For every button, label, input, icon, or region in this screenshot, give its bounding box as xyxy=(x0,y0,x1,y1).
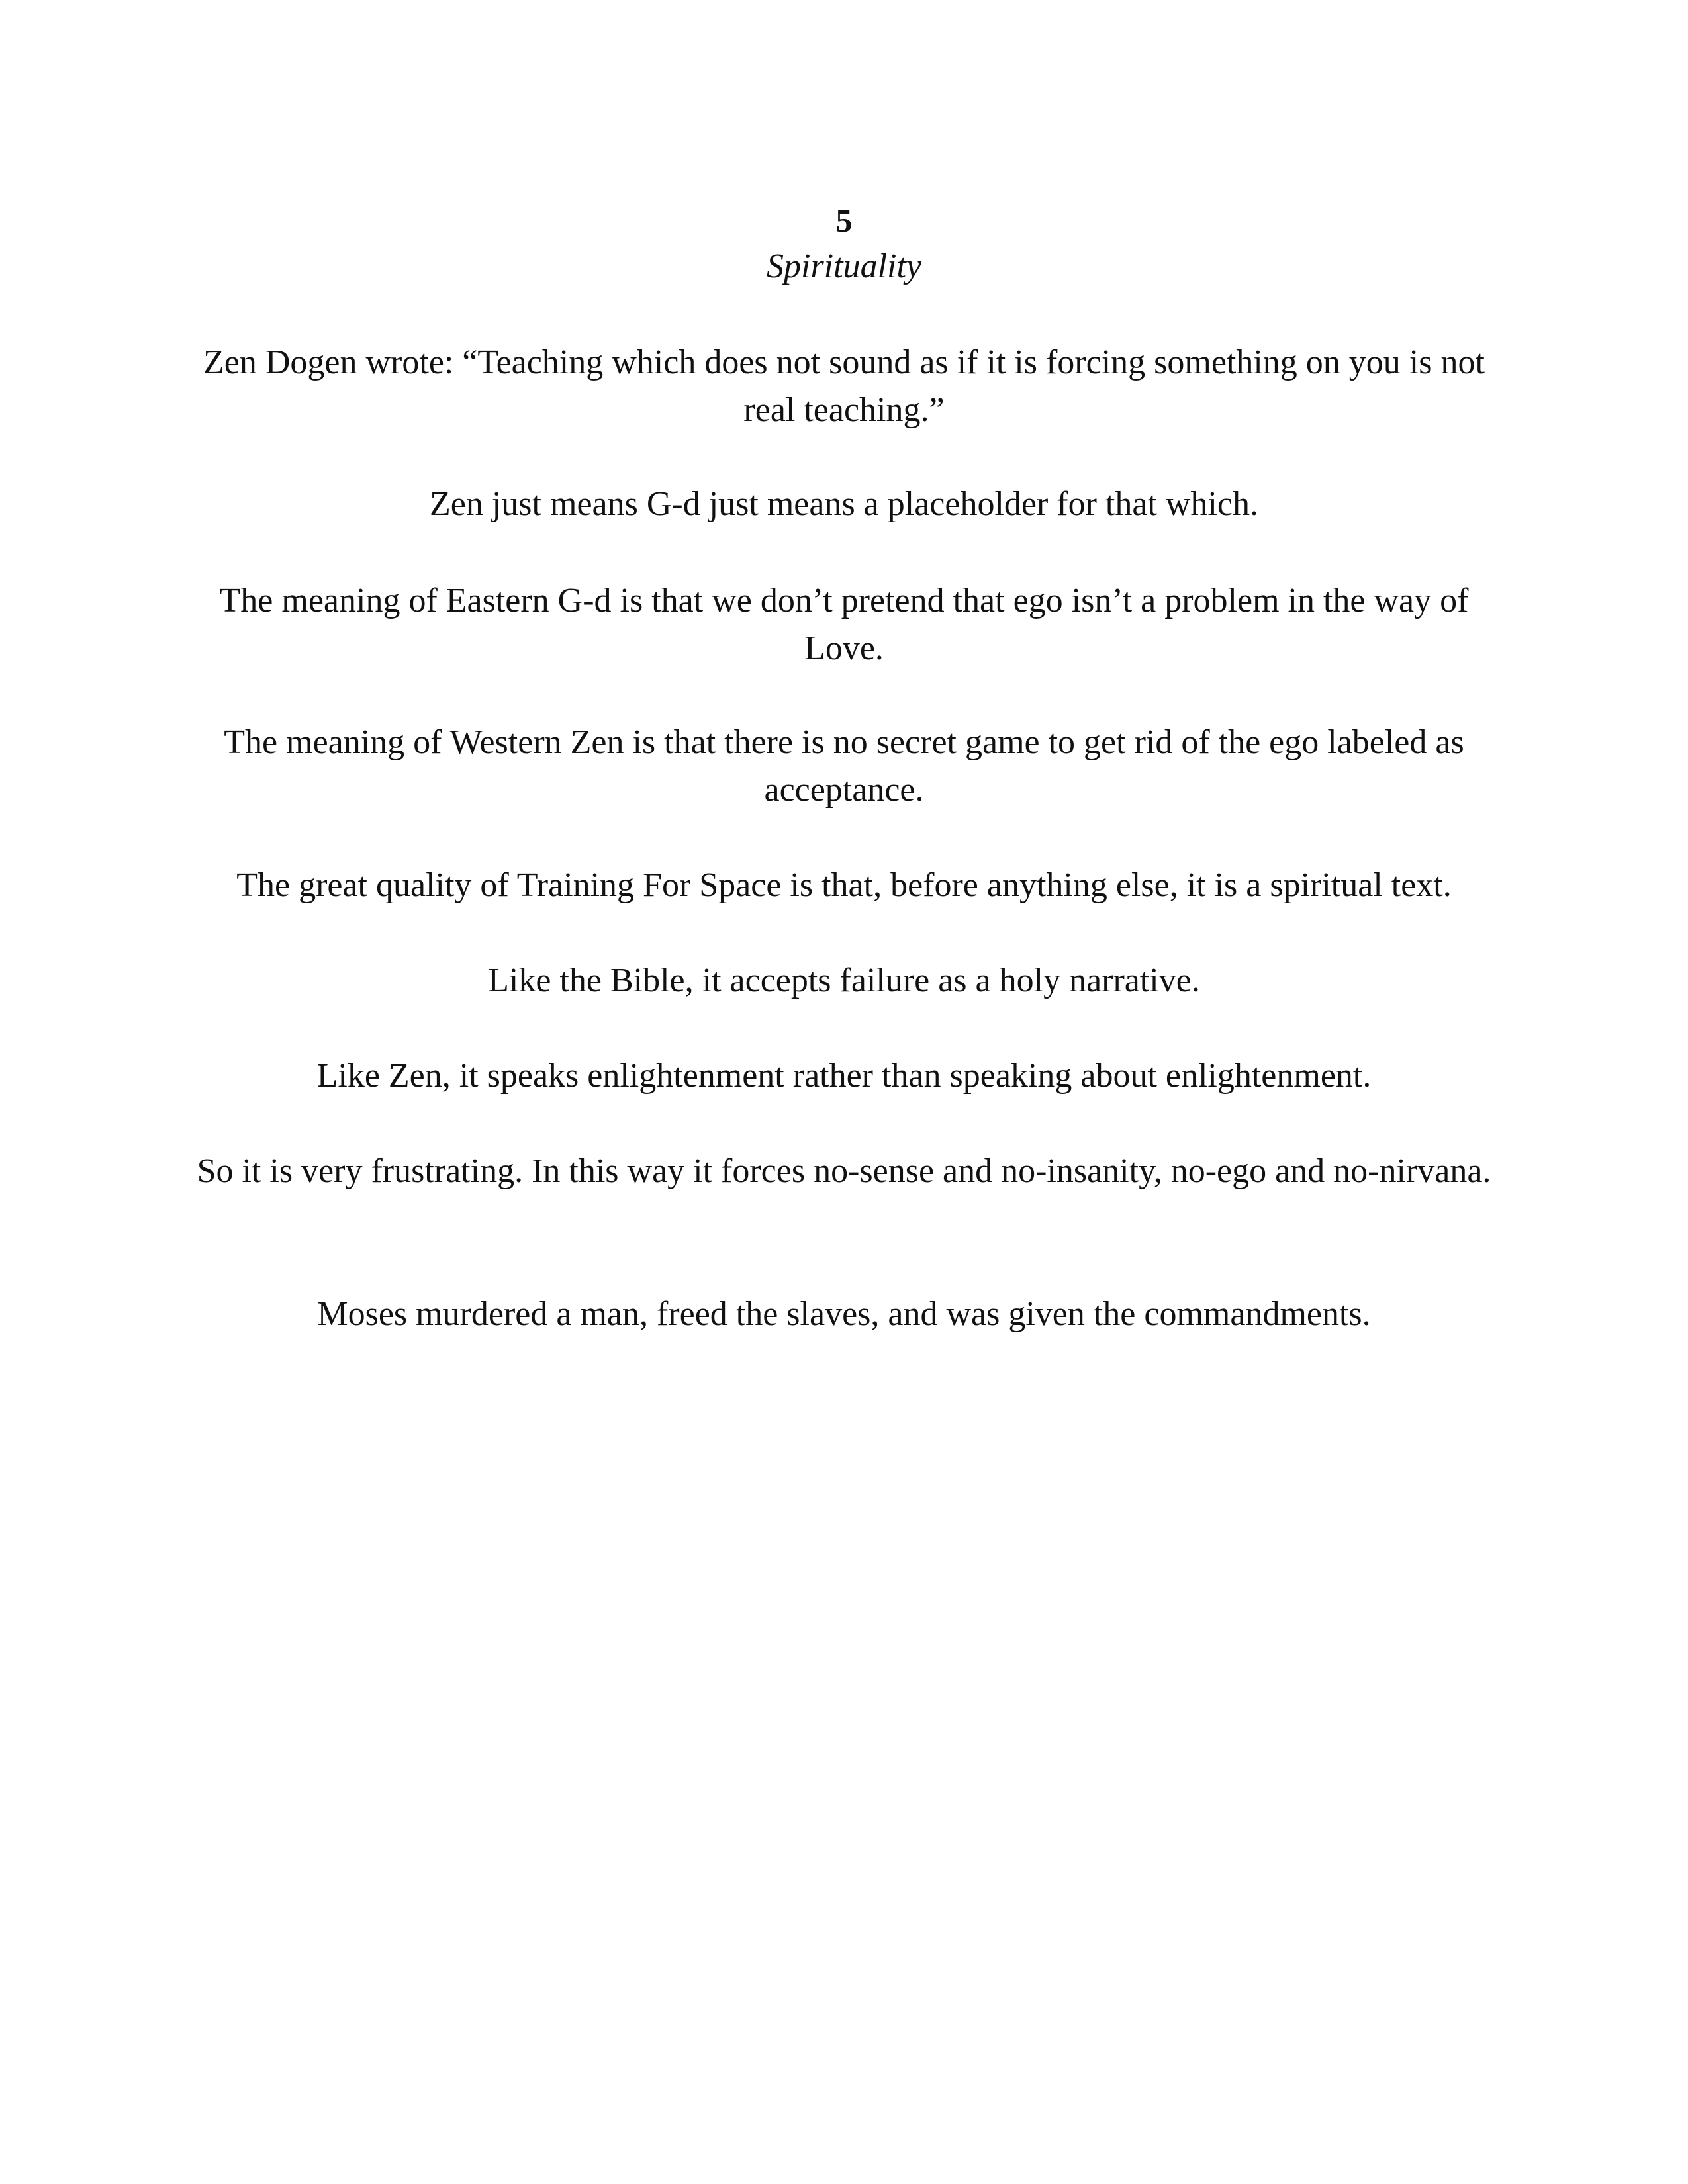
paragraph-moses: Moses murdered a man, freed the slaves, and was given the commandments. xyxy=(317,1295,1371,1333)
paragraph-dogen-quote: Zen Dogen wrote: “Teaching which does not sound as if it is forcing something on you is not real teaching.” xyxy=(203,343,1485,429)
paragraph-bible: Like the Bible, it accepts failure as a holy narrative. xyxy=(488,962,1200,999)
paragraph-eastern-god: The meaning of Eastern G-d is that we don’t pretend that ego isn’t a problem in the way of Love. xyxy=(219,582,1469,667)
paragraph-training-for-space: The great quality of Training For Space is that, before anything else, it is a spiritual text. xyxy=(236,866,1452,904)
chapter-title: Spirituality xyxy=(767,248,921,285)
paragraph-zen-placeholder: Zen just means G-d just means a placeholder for that which. xyxy=(430,485,1258,523)
chapter-number: 5 xyxy=(835,202,853,239)
paragraph-western-zen: The meaning of Western Zen is that there is no secret game to get rid of the ego labeled as acceptance. xyxy=(224,723,1464,809)
paragraph-zen-enlightenment: Like Zen, it speaks enlightenment rather than speaking about enlightenment. xyxy=(316,1057,1372,1095)
paragraph-frustrating: So it is very frustrating. In this way it forces no-sense and no-insanity, no-ego and no-nirvana. xyxy=(197,1152,1491,1190)
